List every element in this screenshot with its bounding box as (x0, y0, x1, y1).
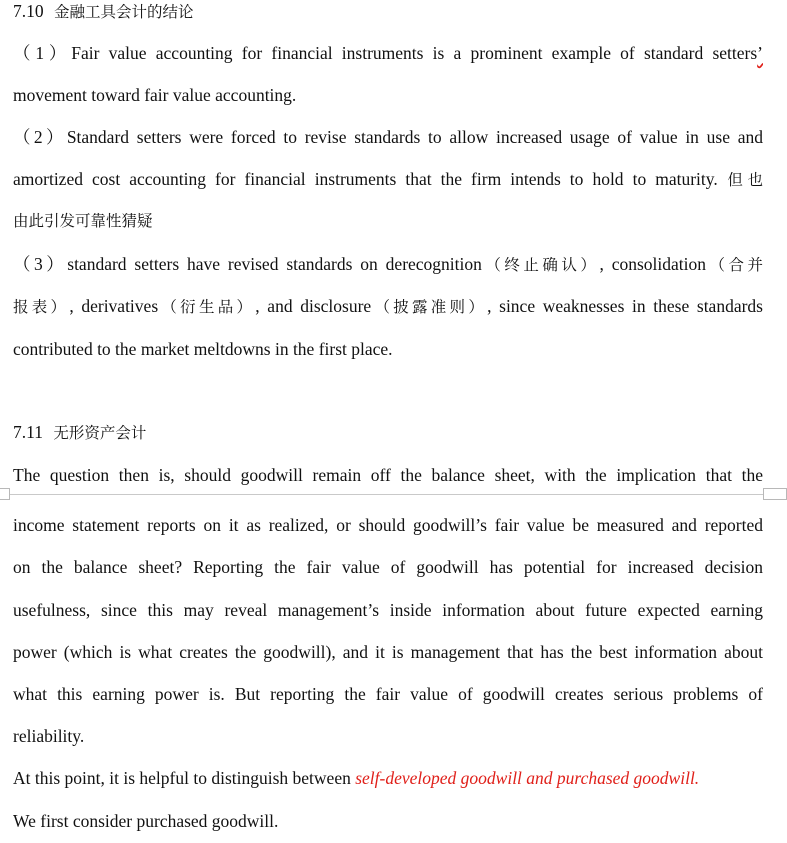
page-break-line (0, 494, 787, 495)
section-title: 金融工具会计的结论 (54, 3, 194, 21)
section-number: 7.11 (13, 422, 43, 442)
section-number: 7.10 (13, 1, 44, 21)
highlighted-phrase: self-developed goodwill and purchased goodwill. (355, 768, 700, 788)
paragraph-1-line-1: （1）Fair value accounting for financial instruments is a prominent example of standard setters’ (13, 43, 763, 63)
section-7-11-heading (13, 421, 763, 444)
section-title: 无形资产会计 (53, 424, 147, 442)
page-break-marker-right (763, 488, 787, 500)
goodwill-line-6: what this earning power is. But reporting the fair value of goodwill creates serious problems of (13, 684, 763, 704)
paragraph-2-line-1: （2）Standard setters were forced to revise standards to allow increased usage of value in use and (13, 127, 763, 147)
goodwill-line-5: power (which is what creates the goodwill), and it is management that has the best information about (13, 642, 763, 662)
goodwill-line-1: The question then is, should goodwill remain off the balance sheet, with the implication that the (13, 465, 763, 485)
page-break-marker-left (0, 488, 10, 500)
paragraph-1-line-2: movement toward fair value accounting. (13, 85, 297, 105)
goodwill-line-3: on the balance sheet? Reporting the fair value of goodwill has potential for increased decision (13, 557, 763, 577)
distinguish-line: At this point, it is helpful to distinguish between self-developed goodwill and purchased goodwill. (13, 768, 700, 788)
paragraph-2-line-3: 由此引发可靠性猜疑 (13, 212, 153, 230)
paragraph-3-line-2: 报表）, derivatives（衍生品）, and disclosure（披露准则）, since weaknesses in these standards (13, 296, 763, 316)
goodwill-line-7: reliability. (13, 726, 85, 746)
paragraph-3-line-1: （3）standard setters have revised standards on derecognition（终止确认）, consolidation（合并 (13, 254, 763, 274)
section-7-10-heading (13, 0, 763, 23)
spelling-flag: ’ (757, 43, 763, 63)
purchased-goodwill-line: We first consider purchased goodwill. (13, 811, 279, 831)
goodwill-line-2: income statement reports on it as realized, or should goodwill’s fair value be measured and reported (13, 515, 763, 535)
paragraph-3-line-3: contributed to the market meltdowns in the first place. (13, 339, 393, 359)
goodwill-line-4: usefulness, since this may reveal management’s inside information about future expected earning (13, 600, 763, 620)
paragraph-2-line-2: amortized cost accounting for financial instruments that the firm intends to hold to maturity. 但也 (13, 169, 763, 189)
